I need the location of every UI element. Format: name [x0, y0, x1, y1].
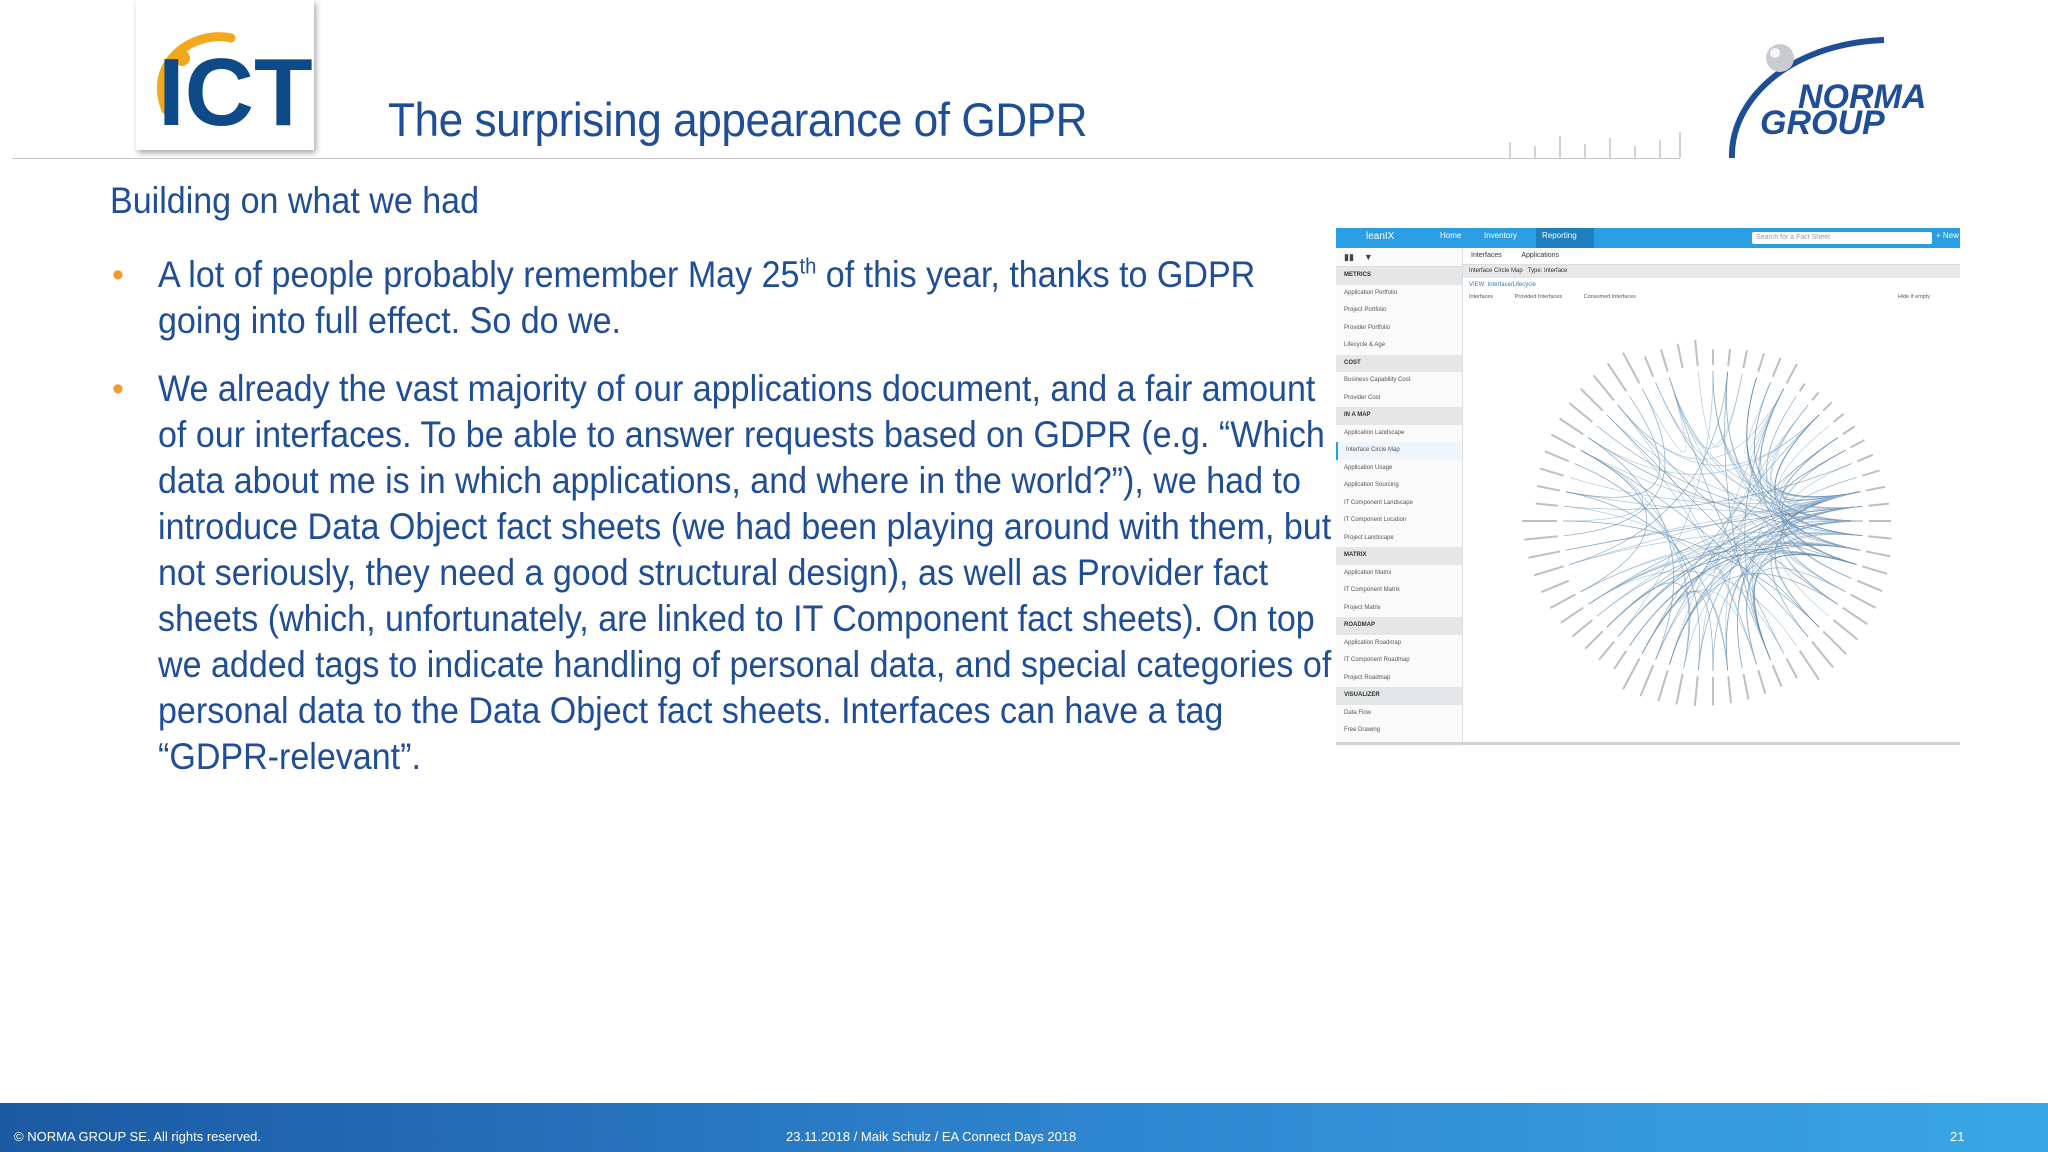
- screenshot-topbar: [1336, 228, 1960, 248]
- node-label-placeholder: [1569, 403, 1592, 422]
- node-label-placeholder: [1658, 670, 1667, 701]
- node-label-placeholder: [1812, 392, 1819, 400]
- sidebar-item[interactable]: IT Component Landscape: [1344, 499, 1413, 506]
- node-label-placeholder: [1862, 566, 1887, 573]
- sidebar-item[interactable]: Application Sourcing: [1344, 482, 1399, 488]
- tab-interfaces[interactable]: Interfaces: [1471, 252, 1502, 259]
- connection-line: [1597, 426, 1863, 521]
- node-label-placeholder: [1561, 608, 1584, 623]
- legend: [1463, 290, 1960, 304]
- node-label-placeholder: [1866, 551, 1890, 556]
- sidebar-section-header: IN A MAP: [1336, 407, 1462, 425]
- sidebar-item[interactable]: Project Matrix: [1344, 604, 1381, 611]
- slide-title: The surprising appearance of GDPR: [388, 93, 1088, 146]
- node-label-placeholder: [1866, 487, 1885, 491]
- node-label-placeholder: [1787, 659, 1797, 678]
- connection-line: [1766, 396, 1860, 550]
- header-divider: [12, 158, 1680, 159]
- ict-logo-text: ICT: [158, 39, 313, 146]
- node-label-placeholder: [1773, 358, 1781, 377]
- node-label-placeholder: [1551, 435, 1575, 448]
- node-label-placeholder: [1540, 469, 1564, 476]
- footer-bar: [0, 1103, 2048, 1152]
- node-label-placeholder: [1843, 608, 1868, 624]
- sidebar-section-header: VISUALIZER: [1336, 687, 1462, 705]
- screenshot-search-input[interactable]: Search for a Fact Sheet: [1752, 232, 1932, 244]
- interface-circle-map: [1503, 306, 1923, 736]
- connection-line: [1574, 464, 1688, 669]
- node-label-placeholder: [1800, 384, 1805, 392]
- filter-type[interactable]: Type: Interface: [1527, 268, 1568, 274]
- node-label-placeholder: [1868, 504, 1889, 506]
- sidebar-item[interactable]: Lifecycle & Age: [1344, 342, 1386, 348]
- nav-inventory[interactable]: Inventory: [1484, 231, 1517, 240]
- node-label-placeholder: [1623, 659, 1639, 690]
- sidebar-item[interactable]: Provider Portfolio: [1344, 324, 1391, 331]
- sidebar-tools: ▮▮ ▼: [1336, 248, 1462, 267]
- connection-line: [1669, 377, 1783, 653]
- sidebar-item[interactable]: Application Portfolio: [1344, 289, 1398, 296]
- node-label-placeholder: [1787, 364, 1797, 383]
- connection-line: [1745, 382, 1784, 453]
- screenshot-sidebar: [1336, 248, 1463, 746]
- screenshot-main: [1463, 248, 1960, 746]
- bullet-dot-icon: •: [112, 256, 124, 294]
- node-label-placeholder: [1614, 651, 1626, 669]
- node-label-placeholder: [1594, 375, 1615, 400]
- sidebar-item[interactable]: Interface Circle Map: [1336, 442, 1462, 460]
- node-label-placeholder: [1812, 642, 1833, 668]
- bullet-superscript: th: [799, 253, 817, 279]
- filter-text[interactable]: Interface Circle Map: [1469, 268, 1523, 274]
- node-label-placeholder: [1843, 426, 1855, 434]
- bullet-text-part: A lot of people probably remember May 25: [158, 254, 800, 295]
- node-label-placeholder: [1608, 363, 1627, 391]
- connection-line: [1669, 377, 1863, 521]
- nav-reporting[interactable]: Reporting: [1542, 231, 1577, 240]
- sidebar-item[interactable]: Project Roadmap: [1344, 674, 1391, 681]
- node-label-placeholder: [1536, 504, 1558, 506]
- sidebar-section-header: METRICS: [1336, 267, 1462, 285]
- node-label-placeholder: [1585, 631, 1602, 648]
- sidebar-item[interactable]: IT Component Matrix: [1344, 587, 1400, 593]
- node-label-placeholder: [1677, 674, 1683, 704]
- footer-center-text: 23.11.2018 / Maik Schulz / EA Connect Days 2018: [786, 1129, 1077, 1144]
- bullet-list: [110, 252, 1332, 802]
- new-button[interactable]: + New: [1936, 231, 1959, 240]
- node-label-placeholder: [1851, 440, 1865, 447]
- screenshot-brand: leanIX: [1366, 231, 1395, 242]
- legend-provided: Provided Interfaces: [1514, 294, 1563, 300]
- logo-sphere-icon: [1766, 44, 1794, 72]
- hide-if-empty-checkbox[interactable]: Hide if empty: [1897, 294, 1930, 300]
- connection-line: [1618, 405, 1757, 664]
- connection-line: [1698, 372, 1742, 447]
- node-label-placeholder: [1857, 455, 1873, 461]
- connection-line: [1747, 545, 1861, 664]
- connection-line: [1618, 389, 1784, 459]
- tab-applications[interactable]: Applications: [1521, 252, 1560, 259]
- node-label-placeholder: [1743, 674, 1748, 699]
- sidebar-item[interactable]: Application Landscape: [1344, 429, 1405, 436]
- node-label-placeholder: [1868, 536, 1891, 538]
- node-label-placeholder: [1857, 581, 1882, 591]
- view-selector[interactable]: VIEW: Interface/Lifecycle: [1469, 282, 1536, 288]
- node-label-placeholder: [1645, 356, 1653, 376]
- legend-interfaces: Interfaces: [1469, 294, 1494, 300]
- sidebar-item[interactable]: Business Capability Cost: [1344, 377, 1411, 383]
- node-label-placeholder: [1823, 631, 1846, 654]
- node-label-placeholder: [1823, 402, 1831, 410]
- sidebar-item[interactable]: Application Roadmap: [1344, 639, 1402, 646]
- node-label-placeholder: [1572, 620, 1592, 636]
- leanix-screenshot: [1336, 228, 1960, 746]
- node-label-placeholder: [1599, 642, 1614, 660]
- node-label-placeholder: [1534, 566, 1564, 575]
- sidebar-section-header: MATRIX: [1336, 547, 1462, 565]
- norma-logo-line1: NORMA: [1798, 78, 1927, 116]
- screenshot-tabs: [1463, 248, 1960, 265]
- sidebar-item[interactable]: Project Landscape: [1344, 534, 1394, 541]
- node-label-placeholder: [1550, 595, 1575, 608]
- node-label-placeholder: [1695, 676, 1698, 706]
- connection-line: [1747, 377, 1861, 550]
- sidebar-item[interactable]: Provider Cost: [1344, 394, 1381, 401]
- node-label-placeholder: [1695, 340, 1698, 366]
- connection-line: [1581, 450, 1647, 591]
- filter-bar: [1463, 265, 1960, 278]
- connection-line: [1618, 371, 1713, 637]
- node-label-placeholder: [1661, 349, 1668, 371]
- connection-line: [1770, 405, 1856, 564]
- norma-group-logo: [1724, 34, 1984, 160]
- ict-logo: [136, 0, 314, 150]
- connection-line: [1656, 438, 1838, 660]
- node-label-placeholder: [1545, 451, 1569, 461]
- legend-consumed: Consumed Interfaces: [1583, 294, 1636, 300]
- node-label-placeholder: [1581, 389, 1603, 411]
- footer-copyright: © NORMA GROUP SE. All rights reserved.: [14, 1129, 262, 1144]
- page-number: 21: [1950, 1129, 1965, 1144]
- connection-line: [1753, 568, 1845, 660]
- sidebar-section-header: ROADMAP: [1336, 617, 1462, 635]
- connection-line: [1771, 521, 1863, 637]
- node-label-placeholder: [1528, 551, 1560, 557]
- bullet-text: We already the vast majority of our applications document, and a fair amount of our interfaces. To be able to answer requests based on GDPR (e.g. “Which data about me is in which applications, and where in the world?”), we had to introduce Data Object fact sheets (we had been playing around with them, but not seriously, they need a good structural design), as well as Provider fact sheets (which, unfortunately, are linked to IT Component fact sheets). On top we added tags to indicate handling of personal data, and special categories of personal data to the Data Object fact sheets. Interfaces can have a tag “GDPR-relevant”.: [158, 368, 1332, 777]
- sidebar-list: [1336, 267, 1462, 740]
- node-label-placeholder: [1541, 581, 1568, 592]
- sidebar-section-header: COST: [1336, 355, 1462, 373]
- sidebar-item[interactable]: Application Usage: [1344, 464, 1393, 471]
- sidebar-item[interactable]: IT Component Roadmap: [1344, 657, 1410, 663]
- node-label-placeholder: [1728, 676, 1731, 703]
- node-label-placeholder: [1537, 486, 1560, 491]
- node-label-placeholder: [1800, 651, 1819, 680]
- node-label-placeholder: [1623, 353, 1639, 384]
- node-label-placeholder: [1862, 470, 1879, 475]
- section-subtitle: Building on what we had: [110, 180, 480, 221]
- sidebar-item[interactable]: Free Drawing: [1344, 727, 1381, 733]
- node-label-placeholder: [1524, 536, 1557, 539]
- node-label-placeholder: [1758, 353, 1764, 372]
- connection-line: [1569, 477, 1860, 503]
- connection-line: [1783, 542, 1860, 592]
- bullet-dot-icon: •: [112, 370, 124, 408]
- sidebar-item[interactable]: IT Component Location: [1344, 517, 1407, 523]
- sidebar-item[interactable]: Project Portfolio: [1344, 307, 1387, 313]
- ict-logo-graphic: [136, 0, 314, 150]
- bullet-text-part: of this year, thanks to GDPR going into full effect. So do we.: [158, 254, 1256, 341]
- bullet-item: [110, 252, 1310, 344]
- screenshot-bottom-edge: [1336, 742, 1960, 745]
- connection-line: [1607, 415, 1862, 508]
- nav-home[interactable]: Home: [1440, 231, 1462, 240]
- node-label-placeholder: [1851, 595, 1876, 608]
- bullet-item: [110, 366, 1332, 780]
- node-label-placeholder: [1834, 414, 1844, 422]
- sidebar-item[interactable]: Application Matrix: [1344, 569, 1392, 576]
- node-label-placeholder: [1560, 418, 1584, 434]
- node-label-placeholder: [1743, 350, 1747, 368]
- node-label-placeholder: [1758, 670, 1765, 694]
- node-label-placeholder: [1834, 620, 1858, 640]
- norma-logo-line2: GROUP: [1760, 104, 1885, 142]
- node-label-placeholder: [1728, 349, 1730, 366]
- sidebar-item[interactable]: Data Flow: [1344, 709, 1372, 716]
- node-label-placeholder: [1773, 665, 1782, 687]
- ruler-decoration: [1505, 128, 1685, 160]
- node-label-placeholder: [1678, 344, 1683, 368]
- node-label-placeholder: [1640, 665, 1653, 696]
- connection-line: [1642, 591, 1713, 671]
- connection-line: [1754, 554, 1857, 659]
